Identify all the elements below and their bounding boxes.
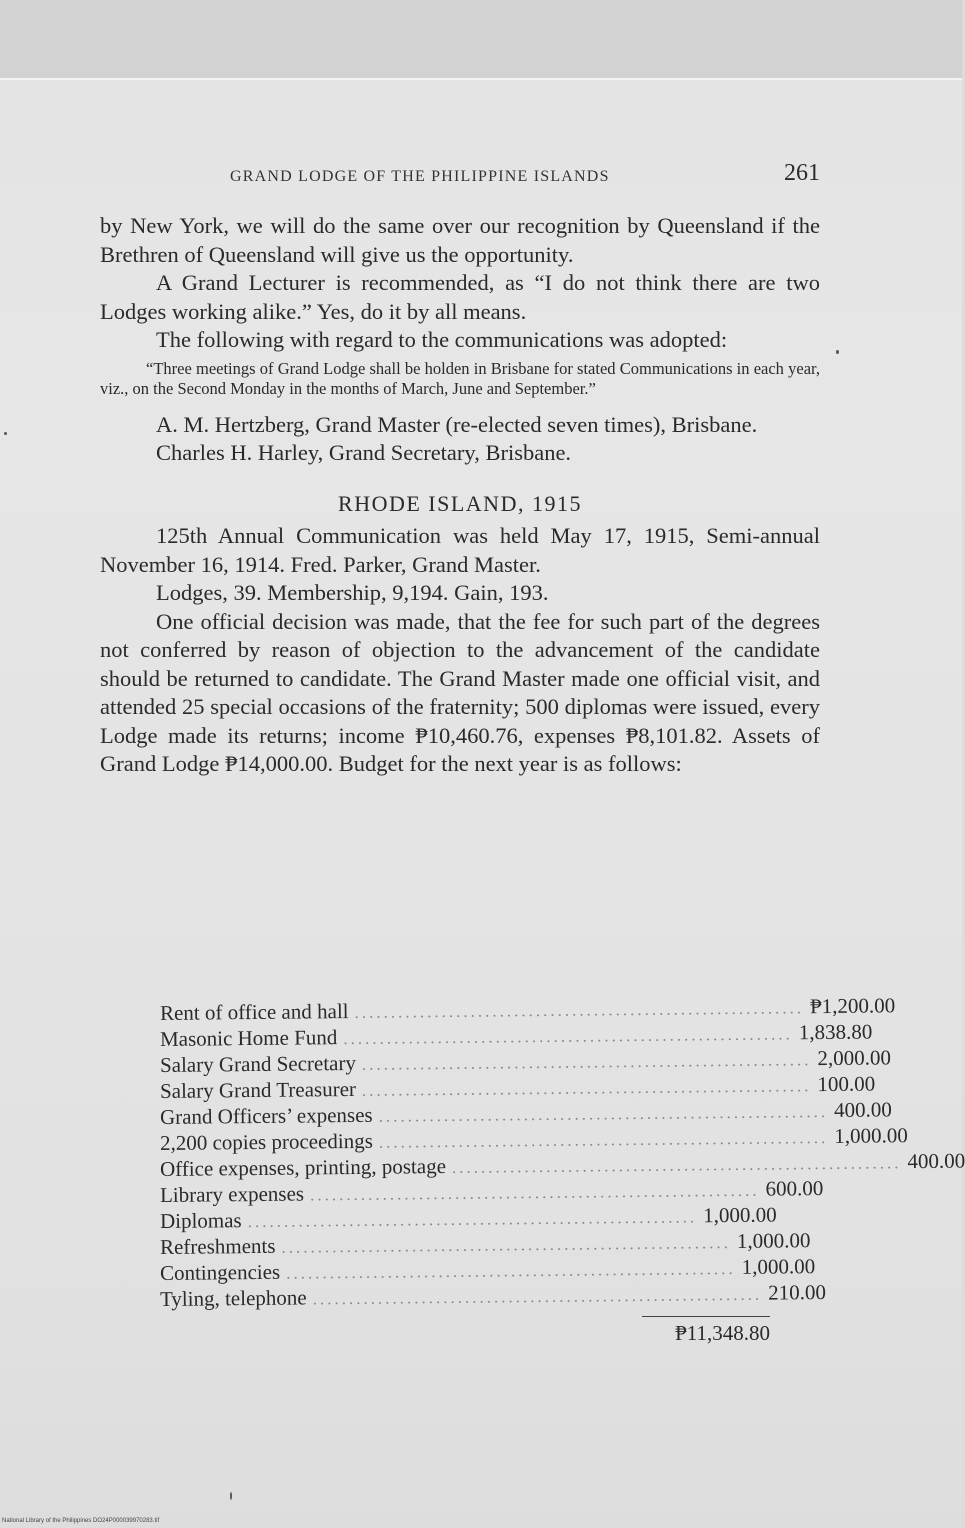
budget-item-amount: 600.00 bbox=[765, 1176, 824, 1201]
dot-leader: .............................................................. bbox=[361, 1076, 812, 1100]
budget-item-label: 2,200 copies proceedings bbox=[159, 1128, 373, 1155]
section-heading: RHODE ISLAND, 1915 bbox=[338, 490, 582, 516]
budget-total: ₱11,348.80 bbox=[675, 1321, 770, 1345]
budget-item-label: Grand Officers’ expenses bbox=[159, 1102, 373, 1129]
page-number: 261 bbox=[784, 160, 820, 186]
budget-item-label: Contingencies bbox=[159, 1259, 281, 1285]
scan-speck bbox=[4, 432, 7, 435]
budget-item-amount: 1,000.00 bbox=[736, 1228, 811, 1253]
paragraph: The following with regard to the communications was adopted: bbox=[156, 327, 728, 352]
running-head bbox=[100, 160, 820, 190]
budget-item-label: Rent of office and hall bbox=[159, 999, 349, 1025]
budget-item-amount: 400.00 bbox=[907, 1148, 965, 1174]
scan-speck bbox=[836, 350, 839, 354]
dot-leader: .............................................................. bbox=[309, 1180, 760, 1205]
budget-item-label: Masonic Home Fund bbox=[159, 1025, 338, 1051]
budget-item-label: Library expenses bbox=[159, 1181, 305, 1207]
budget-row bbox=[159, 1280, 827, 1312]
budget-item-label: Refreshments bbox=[159, 1233, 276, 1259]
running-title: GRAND LODGE OF THE PHILIPPINE ISLANDS bbox=[230, 168, 610, 185]
dot-leader: .............................................................. bbox=[378, 1102, 829, 1126]
dot-leader: .............................................................. bbox=[281, 1233, 732, 1257]
dot-leader: .............................................................. bbox=[361, 1050, 812, 1074]
paragraph: One official decision was made, that the fee for such part of the degrees not conferred by reason of objection to the advancement of the candidate should be returned to candidate. The Grand Master made one official visit, and attended 25 special occasions of the fraternity; 500 diplomas were issued, every Lodge made its returns; income ₱10,460.76, expenses ₱8,101.82. Assets of Grand Lodge ₱14,000.00. Budget for the next year is as follows: bbox=[100, 608, 820, 776]
block-quote: “Three meetings of Grand Lodge shall be holden in Brisbane for stated Communications in each year, viz., on the Second Monday in the months of March, June and September.” bbox=[100, 358, 820, 398]
dot-leader: .............................................................. bbox=[451, 1153, 902, 1177]
budget-item-label: Office expenses, printing, postage bbox=[159, 1154, 447, 1181]
budget-item-amount: 2,000.00 bbox=[817, 1045, 892, 1071]
budget-item-amount: 400.00 bbox=[833, 1097, 892, 1122]
total-rule bbox=[642, 1316, 770, 1317]
budget-item-amount: 1,000.00 bbox=[741, 1254, 816, 1279]
budget-item-label: Salary Grand Treasurer bbox=[159, 1076, 357, 1103]
dot-leader: .............................................................. bbox=[354, 998, 805, 1022]
budget-item-label: Diplomas bbox=[159, 1208, 242, 1233]
paragraph: by New York, we will do the same over our recognition by Queensland if the Brethren of Queensland will give us the opportunity. bbox=[100, 213, 820, 267]
dot-leader: .............................................................. bbox=[286, 1258, 736, 1283]
body-text bbox=[100, 212, 820, 779]
budget-item-amount: 1,000.00 bbox=[834, 1123, 908, 1148]
paragraph: Charles H. Harley, Grand Secretary, Brisbane. bbox=[156, 440, 572, 465]
dot-leader: .............................................................. bbox=[312, 1284, 763, 1309]
paragraph: A Grand Lecturer is recommended, as “I do not think there are two Lodges working alike.” Yes, do it by all means. bbox=[100, 270, 820, 324]
scan-credit: National Library of the Philippines DO24P000039970283.tif bbox=[2, 1518, 160, 1524]
paragraph: 125th Annual Communication was held May 17, 1915, Semi-annual November 16, 1914. Fred. Parker, Grand Master. bbox=[100, 523, 820, 577]
budget-item-amount: 1,838.80 bbox=[798, 1019, 873, 1045]
budget-item-label: Tyling, telephone bbox=[159, 1285, 307, 1311]
dot-leader: .............................................................. bbox=[247, 1207, 698, 1232]
dot-leader: .............................................................. bbox=[343, 1024, 793, 1049]
paragraph: Lodges, 39. Membership, 9,194. Gain, 193. bbox=[156, 580, 549, 605]
scan-speck bbox=[230, 1492, 232, 1500]
budget-table bbox=[159, 993, 965, 1345]
budget-item-label: Salary Grand Secretary bbox=[159, 1050, 357, 1077]
budget-item-amount: 210.00 bbox=[768, 1280, 827, 1305]
paragraph: A. M. Hertzberg, Grand Master (re-elected seven times), Brisbane. bbox=[156, 411, 758, 437]
budget-item-amount: 100.00 bbox=[817, 1071, 876, 1097]
budget-item-amount: 1,000.00 bbox=[703, 1202, 777, 1228]
budget-item-amount: ₱1,200.00 bbox=[809, 993, 896, 1019]
scan-top-band bbox=[0, 0, 962, 78]
dot-leader: .............................................................. bbox=[378, 1128, 829, 1152]
scan-edge-line bbox=[0, 78, 962, 80]
